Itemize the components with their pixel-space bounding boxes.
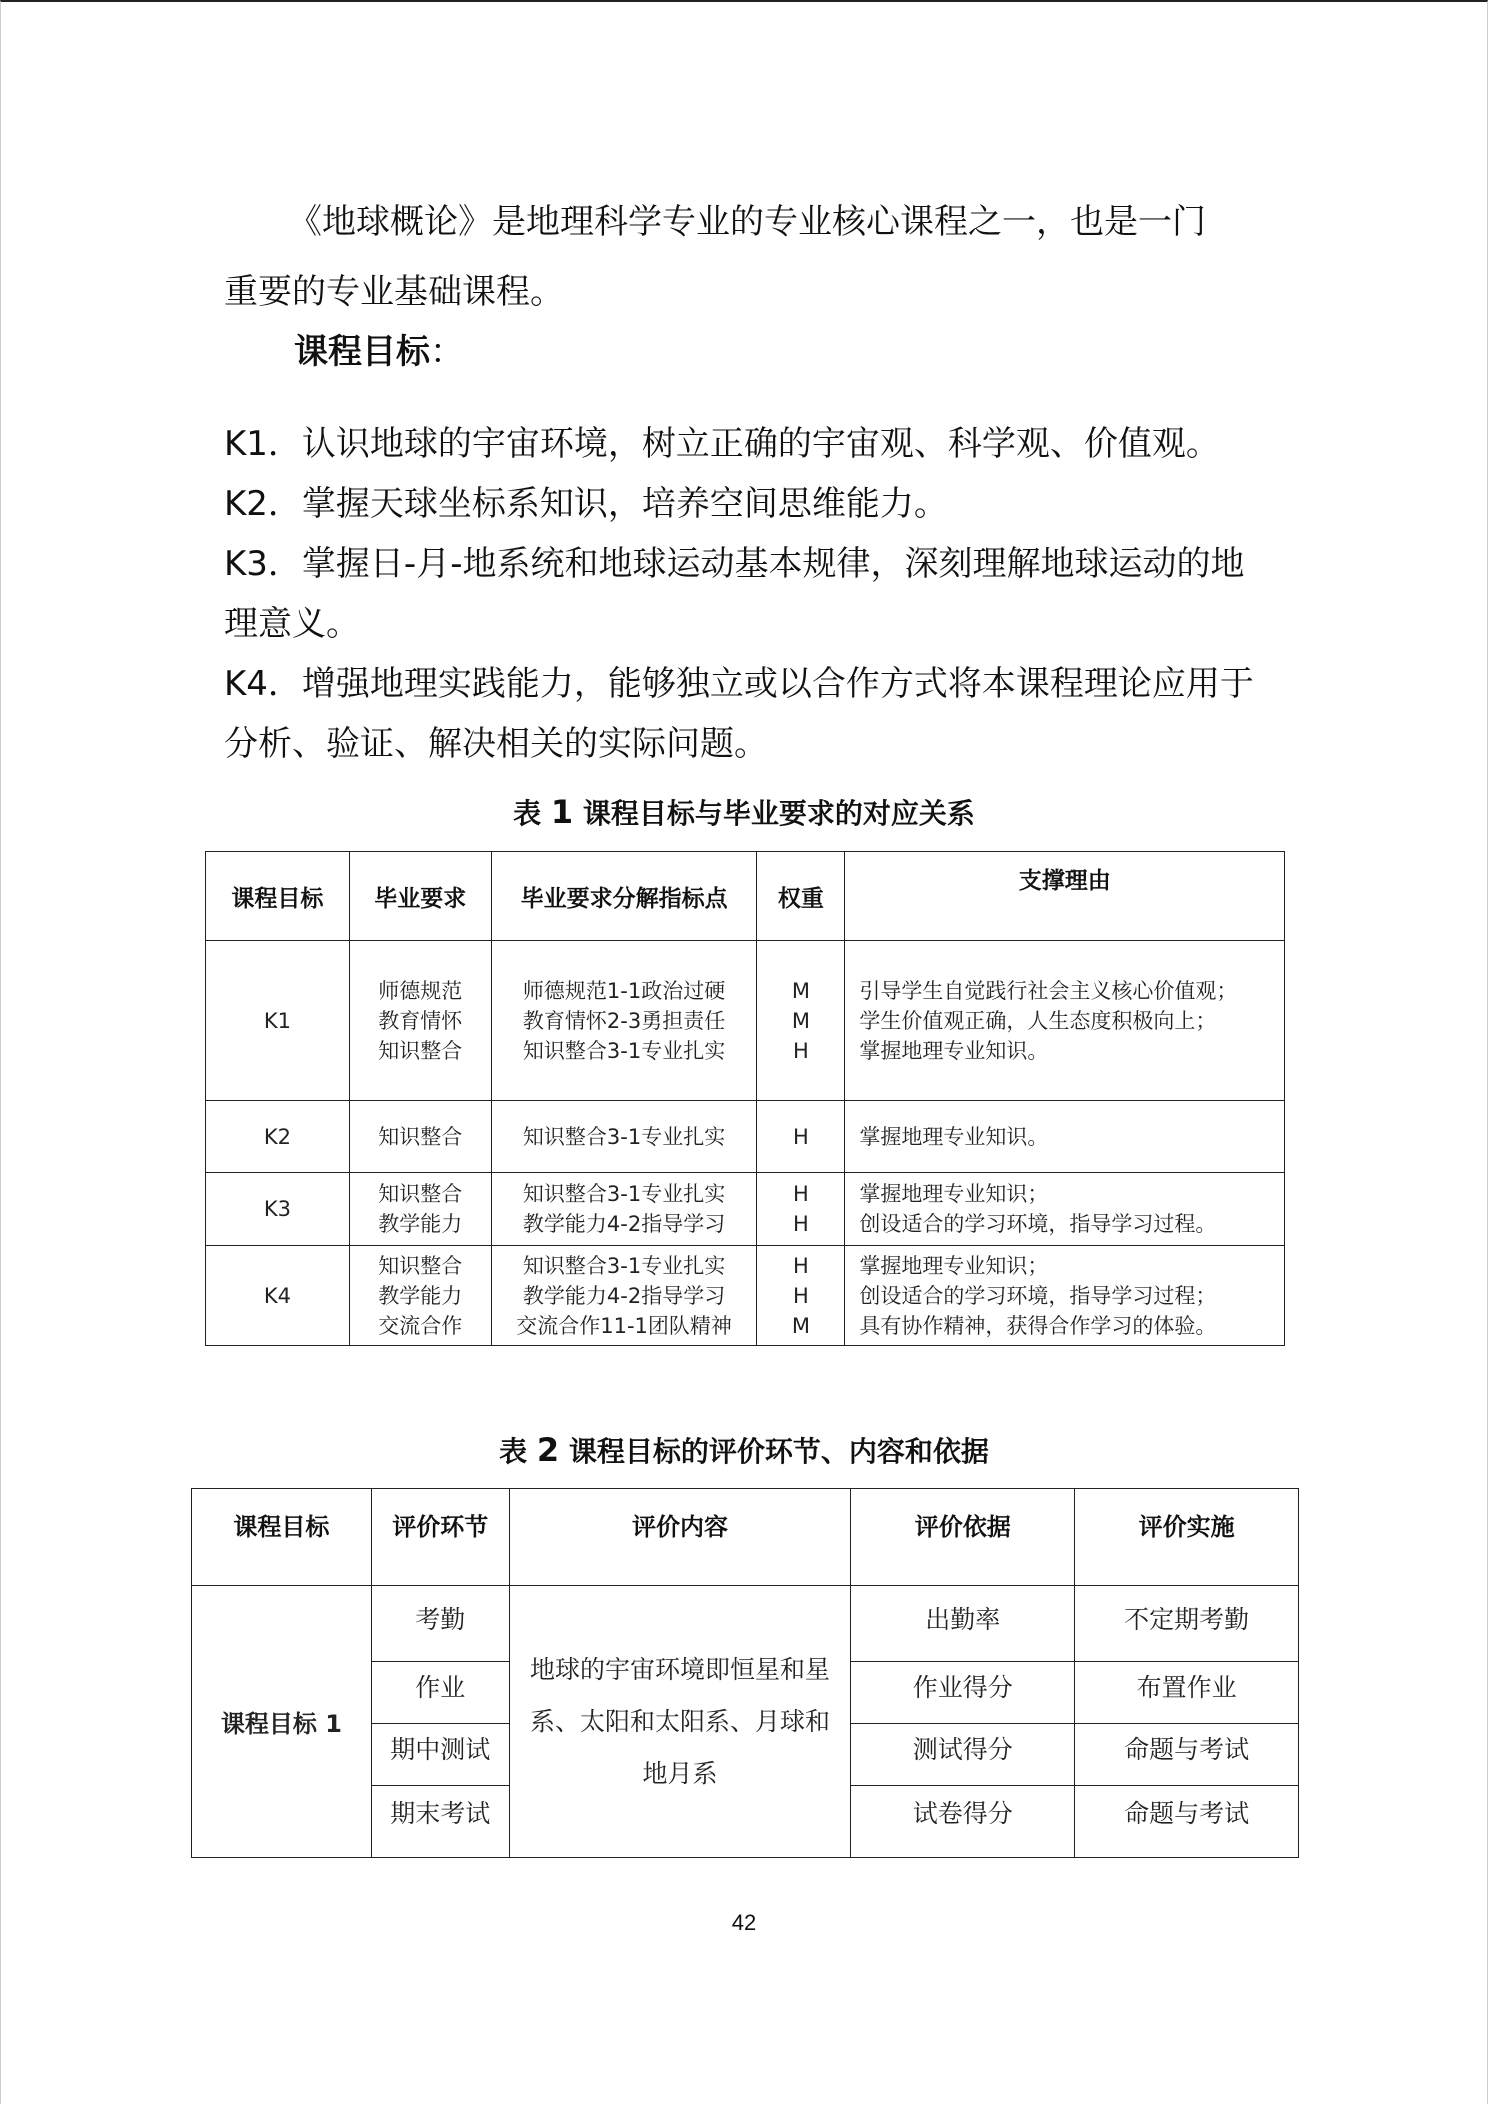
requirement-cell	[349, 1246, 491, 1346]
weight-cell	[757, 941, 845, 1101]
header-cell: 课程目标	[206, 852, 350, 941]
indicator-cell	[491, 941, 757, 1101]
cell-line: 系、太阳和太阳系、月球和	[530, 1706, 831, 1736]
cell-line: 教学能力4-2指导学习	[522, 1212, 726, 1236]
cell-line: H	[793, 1038, 809, 1063]
intro-line-2: 重要的专业基础课程。	[224, 272, 564, 312]
reason-cell	[845, 1246, 1285, 1346]
cell-line: 掌握地理专业知识；	[859, 1253, 1049, 1278]
weight-cell	[757, 1173, 845, 1246]
cell-line: 创设适合的学习环境，指导学习过程；	[859, 1283, 1217, 1308]
reason-cell	[845, 941, 1285, 1101]
stage-cell: 考勤	[371, 1586, 509, 1662]
cell-line: 引导学生自觉践行社会主义核心价值观；	[859, 978, 1238, 1003]
indicator-cell	[491, 1246, 757, 1346]
cell-line: 教学能力4-2指导学习	[522, 1283, 726, 1308]
table2-caption-num: 2	[536, 1431, 560, 1469]
cell-line: 教学能力	[378, 1212, 463, 1236]
table-row	[206, 1173, 1285, 1246]
requirement-cell: 知识整合	[349, 1101, 491, 1173]
cell-line: 知识整合3-1专业扎实	[522, 1038, 726, 1063]
table-goal-requirement-mapping	[205, 851, 1285, 1346]
table-row	[192, 1586, 1299, 1662]
table-row	[206, 1246, 1285, 1346]
cell-line: 知识整合3-1专业扎实	[522, 1182, 726, 1206]
cell-line: 知识整合	[378, 1253, 463, 1278]
indicator-cell: 知识整合3-1专业扎实	[491, 1101, 757, 1173]
indicator-cell	[491, 1173, 757, 1246]
cell-line: 掌握地理专业知识。	[859, 1038, 1049, 1063]
cell-line: 师德规范	[378, 978, 463, 1003]
impl-cell: 不定期考勤	[1075, 1586, 1299, 1662]
cell-line: 具有协作精神，获得合作学习的体验。	[859, 1313, 1217, 1338]
goal-k3: K3．掌握日-月-地系统和地球运动基本规律，深刻理解地球运动的地理意义。	[224, 544, 1245, 644]
cell-line: 交流合作11-1团队精神	[516, 1313, 732, 1338]
cell-line: 知识整合	[378, 1182, 463, 1206]
header-cell: 毕业要求	[349, 852, 491, 941]
header-cell: 评价实施	[1075, 1489, 1299, 1586]
stage-cell: 期中测试	[371, 1724, 509, 1786]
basis-cell: 测试得分	[851, 1724, 1075, 1786]
impl-cell: 命题与考试	[1075, 1786, 1299, 1858]
table-evaluation	[191, 1488, 1299, 1858]
basis-cell: 出勤率	[851, 1586, 1075, 1662]
cell-line: 教学能力	[378, 1283, 463, 1308]
goal-cell: 课程目标 1	[192, 1586, 372, 1858]
cell-line: 教育情怀2-3勇担责任	[522, 1008, 726, 1033]
table2-caption	[0, 1430, 1488, 1472]
goals-heading-colon: ：	[430, 332, 464, 372]
table2-caption-prefix: 表	[499, 1435, 528, 1468]
cell-line: H	[793, 1253, 809, 1278]
cell-line: H	[793, 1182, 809, 1206]
cell-line: 学生价值观正确，人生态度积极向上；	[859, 1008, 1217, 1033]
impl-cell: 布置作业	[1075, 1662, 1299, 1724]
stage-cell: 期末考试	[371, 1786, 509, 1858]
header-cell: 毕业要求分解指标点	[491, 852, 757, 941]
header-cell: 权重	[757, 852, 845, 941]
intro-line-1: 《地球概论》是地理科学专业的专业核心课程之一，也是一门	[288, 202, 1206, 242]
goal-k1: K1．认识地球的宇宙环境，树立正确的宇宙观、科学观、价值观。	[224, 424, 1220, 464]
header-cell: 评价内容	[509, 1489, 851, 1586]
stage-cell: 作业	[371, 1662, 509, 1724]
cell-line: 师德规范1-1政治过硬	[522, 978, 726, 1003]
table-row	[206, 1101, 1285, 1173]
table-header-row	[206, 852, 1285, 941]
header-cell: 支撑理由	[845, 852, 1285, 941]
content-cell	[509, 1586, 851, 1858]
goal-k4: K4．增强地理实践能力，能够独立或以合作方式将本课程理论应用于分析、验证、解决相关的实际问题。	[224, 664, 1254, 764]
goal-cell: K4	[206, 1246, 350, 1346]
header-cell: 评价依据	[851, 1489, 1075, 1586]
table1-caption-title: 课程目标与毕业要求的对应关系	[582, 797, 975, 830]
cell-line: H	[793, 1212, 809, 1236]
table-row	[206, 941, 1285, 1101]
cell-line: 掌握地理专业知识；	[859, 1182, 1049, 1206]
goals-heading	[294, 322, 464, 382]
cell-line: 创设适合的学习环境，指导学习过程。	[859, 1212, 1217, 1236]
impl-cell: 命题与考试	[1075, 1724, 1299, 1786]
header-cell: 评价环节	[371, 1489, 509, 1586]
basis-cell: 作业得分	[851, 1662, 1075, 1724]
cell-line: M	[791, 978, 810, 1003]
cell-line: 地月系	[642, 1758, 718, 1788]
table1-caption-num: 1	[550, 793, 574, 831]
goal-cell: K3	[206, 1173, 350, 1246]
cell-line: 交流合作	[378, 1313, 463, 1338]
weight-cell	[757, 1246, 845, 1346]
requirement-cell	[349, 1173, 491, 1246]
page-number: 42	[731, 1910, 757, 1935]
cell-line: H	[793, 1283, 809, 1308]
basis-cell: 试卷得分	[851, 1786, 1075, 1858]
goal-cell: K2	[206, 1101, 350, 1173]
cell-line: M	[791, 1313, 810, 1338]
cell-line: 知识整合3-1专业扎实	[522, 1253, 726, 1278]
cell-line: 知识整合	[378, 1038, 463, 1063]
cell-line: 地球的宇宙环境即恒星和星	[530, 1654, 831, 1684]
goal-cell: K1	[206, 941, 350, 1101]
goal-k2: K2．掌握天球坐标系知识，培养空间思维能力。	[224, 484, 948, 524]
table-header-row	[192, 1489, 1299, 1586]
table2-caption-title: 课程目标的评价环节、内容和依据	[568, 1435, 989, 1468]
cell-line: 教育情怀	[378, 1008, 463, 1033]
cell-line: M	[791, 1008, 810, 1033]
header-cell: 课程目标	[192, 1489, 372, 1586]
reason-cell	[845, 1173, 1285, 1246]
table1-caption	[0, 792, 1488, 834]
reason-cell: 掌握地理专业知识。	[845, 1101, 1285, 1173]
goals-heading-label: 课程目标	[294, 332, 430, 372]
requirement-cell	[349, 941, 491, 1101]
table1-caption-prefix: 表	[513, 797, 542, 830]
weight-cell: H	[757, 1101, 845, 1173]
